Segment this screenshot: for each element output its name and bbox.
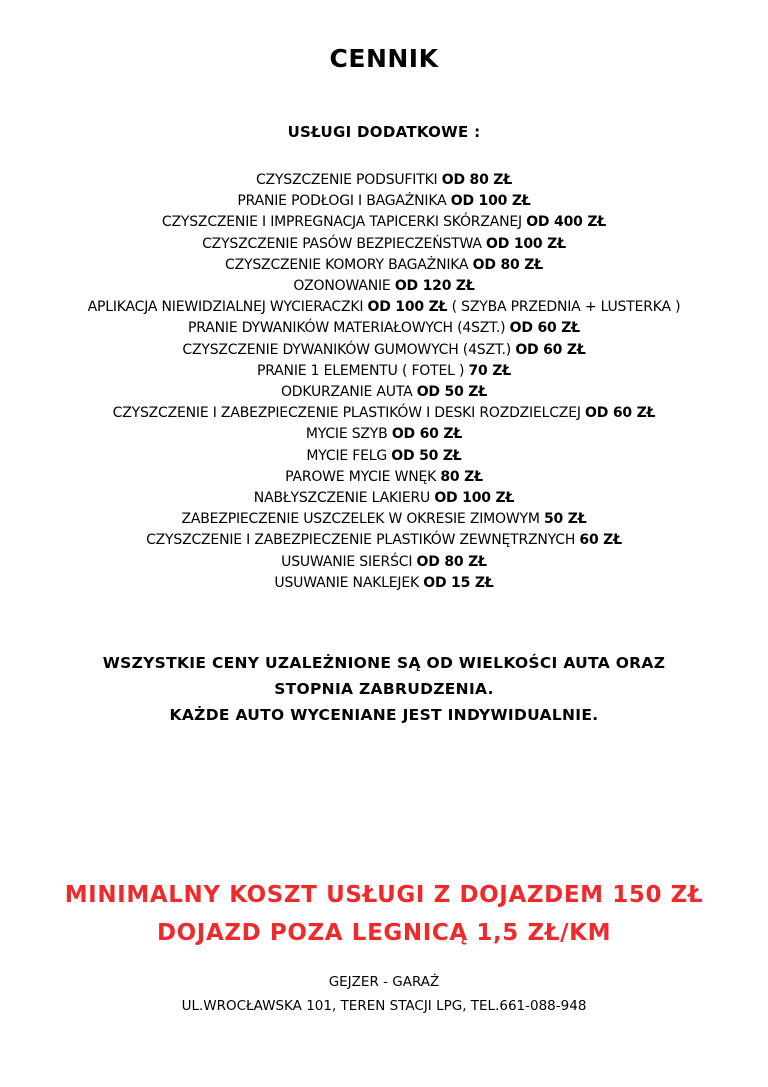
service-item	[40, 297, 728, 318]
service-price: OD 60 ZŁ	[585, 405, 656, 422]
service-price: OD 15 ZŁ	[423, 574, 494, 591]
service-item	[40, 488, 728, 509]
service-item	[40, 255, 728, 276]
service-item	[40, 552, 728, 573]
service-price: OD 60 ZŁ	[509, 320, 580, 337]
service-name: PRANIE 1 ELEMENTU ( FOTEL )	[256, 362, 465, 379]
service-name: CZYSZCZENIE PASÓW BEZPIECZEŃSTWA	[202, 235, 482, 252]
service-name: USUWANIE NAKLEJEK	[274, 574, 419, 591]
service-item	[40, 318, 728, 339]
notice-line: STOPNIA ZABRUDZENIA.	[274, 680, 494, 698]
service-item	[40, 382, 728, 403]
service-item	[40, 170, 728, 191]
service-name: PAROWE MYCIE WNĘK	[285, 468, 437, 485]
service-item	[40, 446, 728, 467]
service-item	[40, 467, 728, 488]
company-name: GEJZER - GARAŻ	[328, 974, 440, 990]
service-price: OD 100 ZŁ	[450, 193, 531, 210]
section-heading: USŁUGI DODATKOWE :	[287, 123, 481, 141]
service-price: OD 100 ZŁ	[367, 299, 448, 316]
service-price: 70 ZŁ	[468, 362, 512, 379]
service-item	[40, 403, 728, 424]
page-title: CENNIK	[329, 44, 439, 73]
service-name: CZYSZCZENIE I ZABEZPIECZENIE PLASTIKÓW ZEWNĘTRZNYCH	[146, 532, 576, 549]
notice-line: KAŻDE AUTO WYCENIANE JEST INDYWIDUALNIE.	[169, 706, 599, 724]
service-item	[40, 424, 728, 445]
service-name: PRANIE DYWANIKÓW MATERIAŁOWYCH (4SZT.)	[188, 320, 506, 337]
service-name: ZABEZPIECZENIE USZCZELEK W OKRESIE ZIMOWYM	[181, 511, 540, 528]
service-name: CZYSZCZENIE I IMPREGNACJA TAPICERKI SKÓRZANEJ	[161, 214, 522, 231]
service-name: PRANIE PODŁOGI I BAGAŻNIKA	[237, 193, 447, 210]
service-price: OD 400 ZŁ	[526, 214, 607, 231]
service-price: 80 ZŁ	[440, 468, 483, 485]
service-item	[40, 530, 728, 551]
company-address: UL.WROCŁAWSKA 101, TEREN STACJI LPG, TEL.661-088-948	[181, 998, 587, 1014]
service-item	[40, 361, 728, 382]
service-price: OD 80 ZŁ	[441, 172, 513, 188]
service-name: CZYSZCZENIE KOMORY BAGAŻNIKA	[225, 256, 469, 273]
service-name: MYCIE FELG	[306, 447, 388, 464]
service-name: CZYSZCZENIE PODSUFITKI	[255, 172, 438, 188]
service-price: 60 ZŁ	[579, 532, 622, 549]
service-name: ODKURZANIE AUTA	[280, 384, 413, 401]
service-name: MYCIE SZYB	[305, 426, 388, 443]
service-item	[40, 573, 728, 594]
service-item	[40, 234, 728, 255]
travel-cost-line: DOJAZD POZA LEGNICĄ 1,5 ZŁ/KM	[156, 920, 612, 946]
service-price: OD 120 ZŁ	[394, 278, 475, 295]
service-price: OD 100 ZŁ	[486, 235, 566, 252]
minimum-cost-banner	[0, 876, 768, 952]
service-item	[40, 212, 728, 233]
contact-footer	[0, 970, 768, 1018]
service-note: ( SZYBA PRZEDNIA + LUSTERKA )	[451, 299, 681, 316]
service-price: OD 100 ZŁ	[434, 490, 515, 507]
notice-line: WSZYSTKIE CENY UZALEŻNIONE SĄ OD WIELKOŚCI AUTA ORAZ	[102, 654, 666, 672]
service-item	[40, 276, 728, 297]
service-price: OD 80 ZŁ	[472, 256, 543, 273]
service-name: CZYSZCZENIE I ZABEZPIECZENIE PLASTIKÓW I DESKI ROZDZIELCZEJ	[112, 405, 581, 422]
service-price: OD 60 ZŁ	[515, 341, 586, 358]
service-price: OD 80 ZŁ	[416, 553, 487, 570]
service-item	[40, 509, 728, 530]
pricing-notice	[40, 650, 728, 728]
service-price: OD 50 ZŁ	[391, 447, 462, 464]
services-list	[40, 170, 728, 594]
service-item	[40, 191, 728, 212]
service-name: USUWANIE SIERŚCI	[281, 553, 413, 570]
service-price: OD 50 ZŁ	[416, 384, 488, 401]
service-price: OD 60 ZŁ	[391, 426, 463, 443]
service-name: CZYSZCZENIE DYWANIKÓW GUMOWYCH (4SZT.)	[182, 341, 512, 358]
service-name: OZONOWANIE	[293, 278, 391, 295]
service-name: NABŁYSZCZENIE LAKIERU	[253, 490, 431, 507]
minimum-cost-line: MINIMALNY KOSZT USŁUGI Z DOJAZDEM 150 ZŁ	[64, 882, 704, 908]
service-item	[40, 340, 728, 361]
service-name: APLIKACJA NIEWIDZIALNEJ WYCIERACZKI	[87, 299, 364, 316]
service-price: 50 ZŁ	[543, 511, 587, 528]
